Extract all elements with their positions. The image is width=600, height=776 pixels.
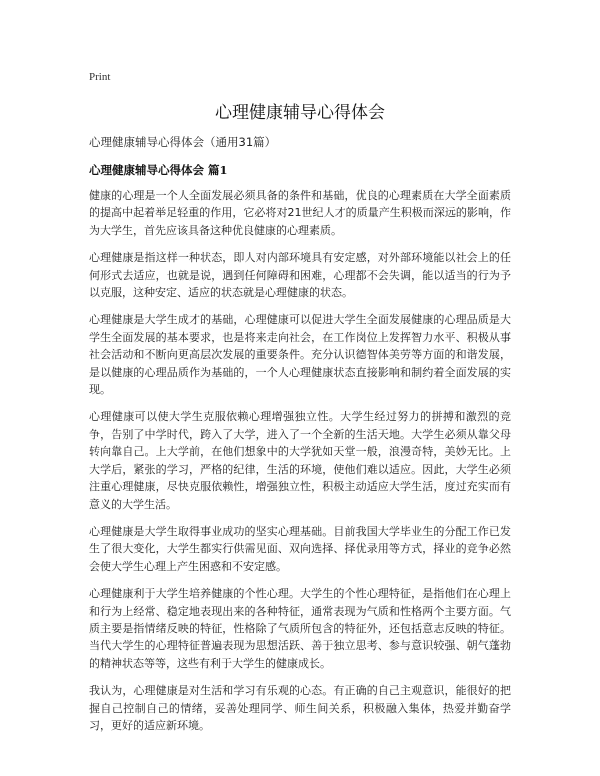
paragraph-1: 健康的心理是一个人全面发展必须具备的条件和基础，优良的心理素质在大学全面素质的提高中起着举足轻重的作用，它必将对21世纪人才的质量产生积极而深远的影响，作为大学生，首先应该具备这种优良健康的心理素质。: [89, 189, 511, 237]
paragraph-6: 心理健康利于大学生培养健康的个性心理。大学生的个性心理特征，是指他们在心理上和行为上经常、稳定地表现出来的各种特征，通常表现为气质和性格两个主要方面。气质主要是指情绪反映的特征，性格除了气质所包含的特征外，还包括意志反映的特征。当代大学生的心理特征普遍表现为思想活跃、善于独立思考、参与意识较强、朝气蓬勃的精神状态等等，这些有利于大学生的健康成长。: [89, 587, 511, 670]
paragraph-2: 心理健康是指这样一种状态，即人对内部环境具有安定感，对外部环境能以社会上的任何形式去适应，也就是说，遇到任何障碍和困难，心理都不会失调，能以适当的行为予以克服，这种安定、适应的状态就是心理健康的状态。: [89, 251, 511, 300]
paragraph-4: 心理健康可以使大学生克服依赖心理增强独立性。大学生经过努力的拼搏和激烈的竞争，告别了中学时代，跨入了大学，进入了一个全新的生活天地。大学生必须从靠父母转向靠自己。上大学前，在他们想象中的大学犹如天堂一般，浪漫奇特，美妙无比。上大学后，紧张的学习，严格的纪律，生活的环境，使他们难以适应。因此，大学生必须注重心理健康，尽快克服依赖性，增强独立性，积极主动适应大学生活，度过充实而有意义的大学生活。: [89, 410, 511, 511]
print-link[interactable]: Print: [89, 71, 111, 83]
section-heading: 心理健康辅导心得体会 篇1: [89, 163, 228, 177]
page-title: 心理健康辅导心得体会: [215, 103, 385, 123]
paragraph-5: 心理健康是大学生取得事业成功的坚实心理基础。目前我国大学毕业生的分配工作已发生了很大变化，大学生都实行供需见面、双向选择、择优录用等方式，择业的竞争必然会使大学生心理上产生困惑和不安定感。: [89, 524, 511, 573]
paragraph-3: 心理健康是大学生成才的基础，心理健康可以促进大学生全面发展健康的心理品质是大学生全面发展的基本要求，也是将来走向社会，在工作岗位上发挥智力水平、积极从事社会活动和不断向更高层次发展的重要条件。充分认识德智体美劳等方面的和谐发展，是以健康的心理品质作为基础的，一个人心理健康状态直接影响和制约着全面发展的实现。: [89, 313, 511, 397]
document-page: [89, 70, 511, 744]
document-subtitle: 心理健康辅导心得体会（通用31篇）: [89, 135, 277, 149]
paragraph-7: 我认为，心理健康是对生活和学习有乐观的心态。有正确的自己主观意识，能很好的把握自己控制自己的情绪，妥善处理同学、师生间关系，积极融入集体，热爱并勤奋学习，更好的适应新环境。: [89, 684, 511, 732]
